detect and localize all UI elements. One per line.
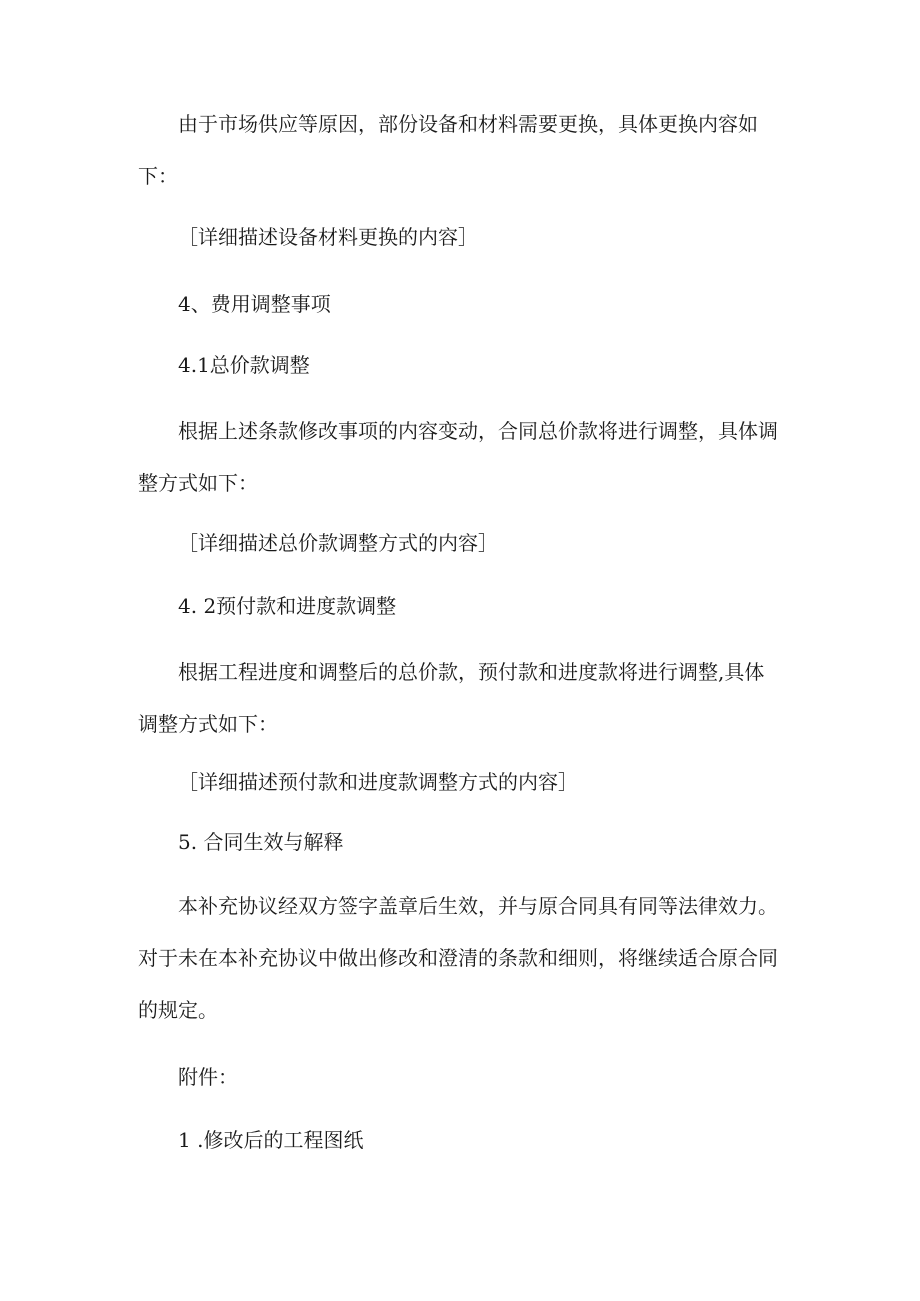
placeholder-total-price-details: ［详细描述总价款调整方式的内容］ [178, 531, 498, 555]
paragraph-advance-payment-adjustment: 根据工程进度和调整后的总价款，预付款和进度款将进行调整,具体调整方式如下： [138, 660, 765, 736]
attachment-item-1: 1 .修改后的工程图纸 [178, 1128, 364, 1152]
placeholder-advance-payment-details: ［详细描述预付款和进度款调整方式的内容］ [178, 770, 578, 794]
section-heading-5: 5. 合同生效与解释 [178, 830, 344, 854]
section-heading-4-2: 4. 2预付款和进度款调整 [178, 594, 397, 618]
attachments-title: 附件： [178, 1065, 238, 1089]
paragraph-effectiveness: 本补充协议经双方签字盖章后生效，并与原合同具有同等法律效力。对于未在本补充协议中做出修改和澄清的条款和细则，将继续适合原合同的规定。 [138, 894, 778, 1022]
paragraph-total-price-adjustment: 根据上述条款修改事项的内容变动，合同总价款将进行调整，具体调整方式如下： [138, 419, 778, 495]
section-heading-4: 4、费用调整事项 [178, 292, 331, 316]
section-heading-4-1: 4.1总价款调整 [178, 353, 310, 377]
paragraph-equipment-replacement: 由于市场供应等原因，部份设备和材料需要更换，具体更换内容如下： [138, 112, 758, 188]
placeholder-equipment-details: ［详细描述设备材料更换的内容］ [178, 225, 478, 249]
